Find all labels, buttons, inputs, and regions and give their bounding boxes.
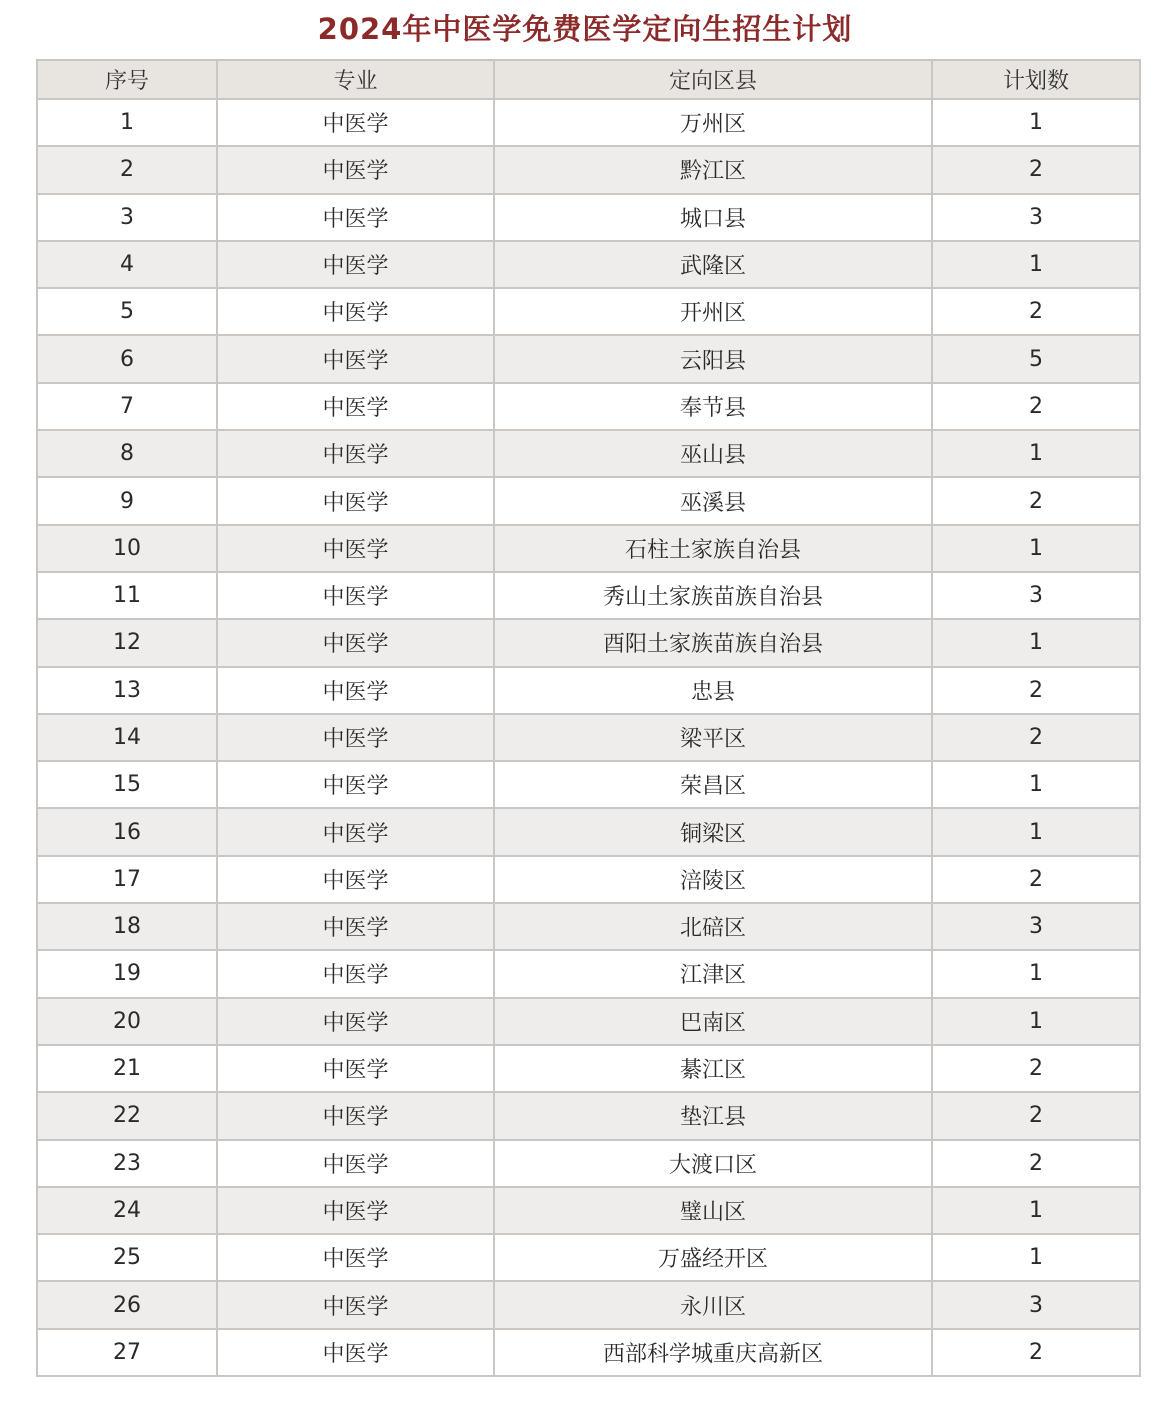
table-row bbox=[37, 1234, 1140, 1281]
cell-index: 16 bbox=[37, 808, 217, 855]
cell-quota: 2 bbox=[932, 1329, 1140, 1376]
cell-major: 中医学 bbox=[217, 903, 494, 950]
cell-major: 中医学 bbox=[217, 1234, 494, 1281]
cell-index: 6 bbox=[37, 335, 217, 382]
cell-district: 开州区 bbox=[494, 288, 932, 335]
cell-quota: 2 bbox=[932, 667, 1140, 714]
cell-district: 北碚区 bbox=[494, 903, 932, 950]
cell-district: 西部科学城重庆高新区 bbox=[494, 1329, 932, 1376]
cell-quota: 2 bbox=[932, 1140, 1140, 1187]
table-row bbox=[37, 761, 1140, 808]
cell-district: 秀山土家族苗族自治县 bbox=[494, 572, 932, 619]
table-row bbox=[37, 335, 1140, 382]
cell-quota: 1 bbox=[932, 808, 1140, 855]
enrollment-plan-table bbox=[36, 59, 1141, 1377]
table-row bbox=[37, 430, 1140, 477]
cell-district: 城口县 bbox=[494, 194, 932, 241]
cell-major: 中医学 bbox=[217, 1140, 494, 1187]
cell-major: 中医学 bbox=[217, 761, 494, 808]
cell-index: 21 bbox=[37, 1045, 217, 1092]
cell-index: 24 bbox=[37, 1187, 217, 1234]
cell-major: 中医学 bbox=[217, 950, 494, 997]
cell-major: 中医学 bbox=[217, 194, 494, 241]
cell-index: 19 bbox=[37, 950, 217, 997]
cell-major: 中医学 bbox=[217, 1092, 494, 1139]
cell-quota: 2 bbox=[932, 856, 1140, 903]
cell-quota: 1 bbox=[932, 1187, 1140, 1234]
table-row bbox=[37, 146, 1140, 193]
cell-index: 23 bbox=[37, 1140, 217, 1187]
cell-district: 奉节县 bbox=[494, 383, 932, 430]
cell-index: 13 bbox=[37, 667, 217, 714]
table-row bbox=[37, 1281, 1140, 1328]
table-row bbox=[37, 619, 1140, 666]
table-row bbox=[37, 99, 1140, 146]
table-row bbox=[37, 288, 1140, 335]
table-row bbox=[37, 241, 1140, 288]
cell-major: 中医学 bbox=[217, 1329, 494, 1376]
cell-quota: 3 bbox=[932, 903, 1140, 950]
cell-major: 中医学 bbox=[217, 477, 494, 524]
cell-major: 中医学 bbox=[217, 856, 494, 903]
table-row bbox=[37, 856, 1140, 903]
cell-index: 5 bbox=[37, 288, 217, 335]
cell-quota: 2 bbox=[932, 1092, 1140, 1139]
cell-index: 14 bbox=[37, 714, 217, 761]
cell-district: 綦江区 bbox=[494, 1045, 932, 1092]
table-row bbox=[37, 667, 1140, 714]
cell-quota: 2 bbox=[932, 383, 1140, 430]
cell-quota: 1 bbox=[932, 1234, 1140, 1281]
cell-index: 17 bbox=[37, 856, 217, 903]
cell-major: 中医学 bbox=[217, 572, 494, 619]
cell-quota: 2 bbox=[932, 1045, 1140, 1092]
table-row bbox=[37, 1140, 1140, 1187]
table-body bbox=[37, 99, 1140, 1376]
table-row bbox=[37, 1045, 1140, 1092]
cell-quota: 2 bbox=[932, 477, 1140, 524]
cell-quota: 3 bbox=[932, 194, 1140, 241]
cell-quota: 3 bbox=[932, 1281, 1140, 1328]
cell-quota: 2 bbox=[932, 714, 1140, 761]
cell-district: 巴南区 bbox=[494, 998, 932, 1045]
cell-index: 8 bbox=[37, 430, 217, 477]
table-row bbox=[37, 194, 1140, 241]
cell-quota: 1 bbox=[932, 99, 1140, 146]
cell-major: 中医学 bbox=[217, 1045, 494, 1092]
cell-district: 黔江区 bbox=[494, 146, 932, 193]
cell-district: 云阳县 bbox=[494, 335, 932, 382]
column-header-district: 定向区县 bbox=[494, 60, 932, 99]
cell-major: 中医学 bbox=[217, 241, 494, 288]
cell-major: 中医学 bbox=[217, 714, 494, 761]
table-row bbox=[37, 950, 1140, 997]
table-row bbox=[37, 1329, 1140, 1376]
column-header-major: 专业 bbox=[217, 60, 494, 99]
table-row bbox=[37, 808, 1140, 855]
column-header-index: 序号 bbox=[37, 60, 217, 99]
cell-index: 9 bbox=[37, 477, 217, 524]
cell-district: 巫山县 bbox=[494, 430, 932, 477]
cell-district: 垫江县 bbox=[494, 1092, 932, 1139]
cell-major: 中医学 bbox=[217, 525, 494, 572]
table-row bbox=[37, 477, 1140, 524]
cell-quota: 1 bbox=[932, 761, 1140, 808]
cell-district: 江津区 bbox=[494, 950, 932, 997]
cell-major: 中医学 bbox=[217, 383, 494, 430]
cell-district: 石柱土家族自治县 bbox=[494, 525, 932, 572]
cell-quota: 1 bbox=[932, 525, 1140, 572]
cell-quota: 1 bbox=[932, 619, 1140, 666]
cell-index: 12 bbox=[37, 619, 217, 666]
cell-district: 璧山区 bbox=[494, 1187, 932, 1234]
cell-major: 中医学 bbox=[217, 619, 494, 666]
cell-quota: 1 bbox=[932, 998, 1140, 1045]
cell-district: 永川区 bbox=[494, 1281, 932, 1328]
table-row bbox=[37, 572, 1140, 619]
cell-district: 忠县 bbox=[494, 667, 932, 714]
cell-quota: 1 bbox=[932, 241, 1140, 288]
table-row bbox=[37, 383, 1140, 430]
cell-district: 铜梁区 bbox=[494, 808, 932, 855]
cell-index: 22 bbox=[37, 1092, 217, 1139]
cell-quota: 1 bbox=[932, 430, 1140, 477]
cell-index: 10 bbox=[37, 525, 217, 572]
cell-index: 1 bbox=[37, 99, 217, 146]
cell-quota: 5 bbox=[932, 335, 1140, 382]
cell-index: 7 bbox=[37, 383, 217, 430]
cell-major: 中医学 bbox=[217, 288, 494, 335]
cell-major: 中医学 bbox=[217, 1281, 494, 1328]
cell-district: 万州区 bbox=[494, 99, 932, 146]
cell-index: 3 bbox=[37, 194, 217, 241]
cell-district: 武隆区 bbox=[494, 241, 932, 288]
cell-index: 4 bbox=[37, 241, 217, 288]
table-row bbox=[37, 1187, 1140, 1234]
cell-major: 中医学 bbox=[217, 1187, 494, 1234]
cell-index: 20 bbox=[37, 998, 217, 1045]
cell-quota: 2 bbox=[932, 146, 1140, 193]
cell-district: 梁平区 bbox=[494, 714, 932, 761]
cell-quota: 3 bbox=[932, 572, 1140, 619]
cell-district: 荣昌区 bbox=[494, 761, 932, 808]
column-header-quota: 计划数 bbox=[932, 60, 1140, 99]
cell-district: 大渡口区 bbox=[494, 1140, 932, 1187]
page-title: 2024年中医学免费医学定向生招生计划 bbox=[317, 12, 853, 46]
cell-major: 中医学 bbox=[217, 808, 494, 855]
cell-district: 万盛经开区 bbox=[494, 1234, 932, 1281]
cell-index: 25 bbox=[37, 1234, 217, 1281]
cell-major: 中医学 bbox=[217, 99, 494, 146]
cell-index: 27 bbox=[37, 1329, 217, 1376]
cell-index: 11 bbox=[37, 572, 217, 619]
cell-major: 中医学 bbox=[217, 335, 494, 382]
table-row bbox=[37, 1092, 1140, 1139]
table-row bbox=[37, 903, 1140, 950]
cell-quota: 1 bbox=[932, 950, 1140, 997]
cell-district: 巫溪县 bbox=[494, 477, 932, 524]
cell-major: 中医学 bbox=[217, 667, 494, 714]
table-row bbox=[37, 998, 1140, 1045]
cell-major: 中医学 bbox=[217, 146, 494, 193]
cell-quota: 2 bbox=[932, 288, 1140, 335]
cell-index: 26 bbox=[37, 1281, 217, 1328]
cell-index: 18 bbox=[37, 903, 217, 950]
table-row bbox=[37, 525, 1140, 572]
cell-district: 涪陵区 bbox=[494, 856, 932, 903]
cell-major: 中医学 bbox=[217, 430, 494, 477]
cell-major: 中医学 bbox=[217, 998, 494, 1045]
cell-index: 15 bbox=[37, 761, 217, 808]
cell-index: 2 bbox=[37, 146, 217, 193]
cell-district: 酉阳土家族苗族自治县 bbox=[494, 619, 932, 666]
table-row bbox=[37, 714, 1140, 761]
table-header-row bbox=[37, 60, 1140, 99]
